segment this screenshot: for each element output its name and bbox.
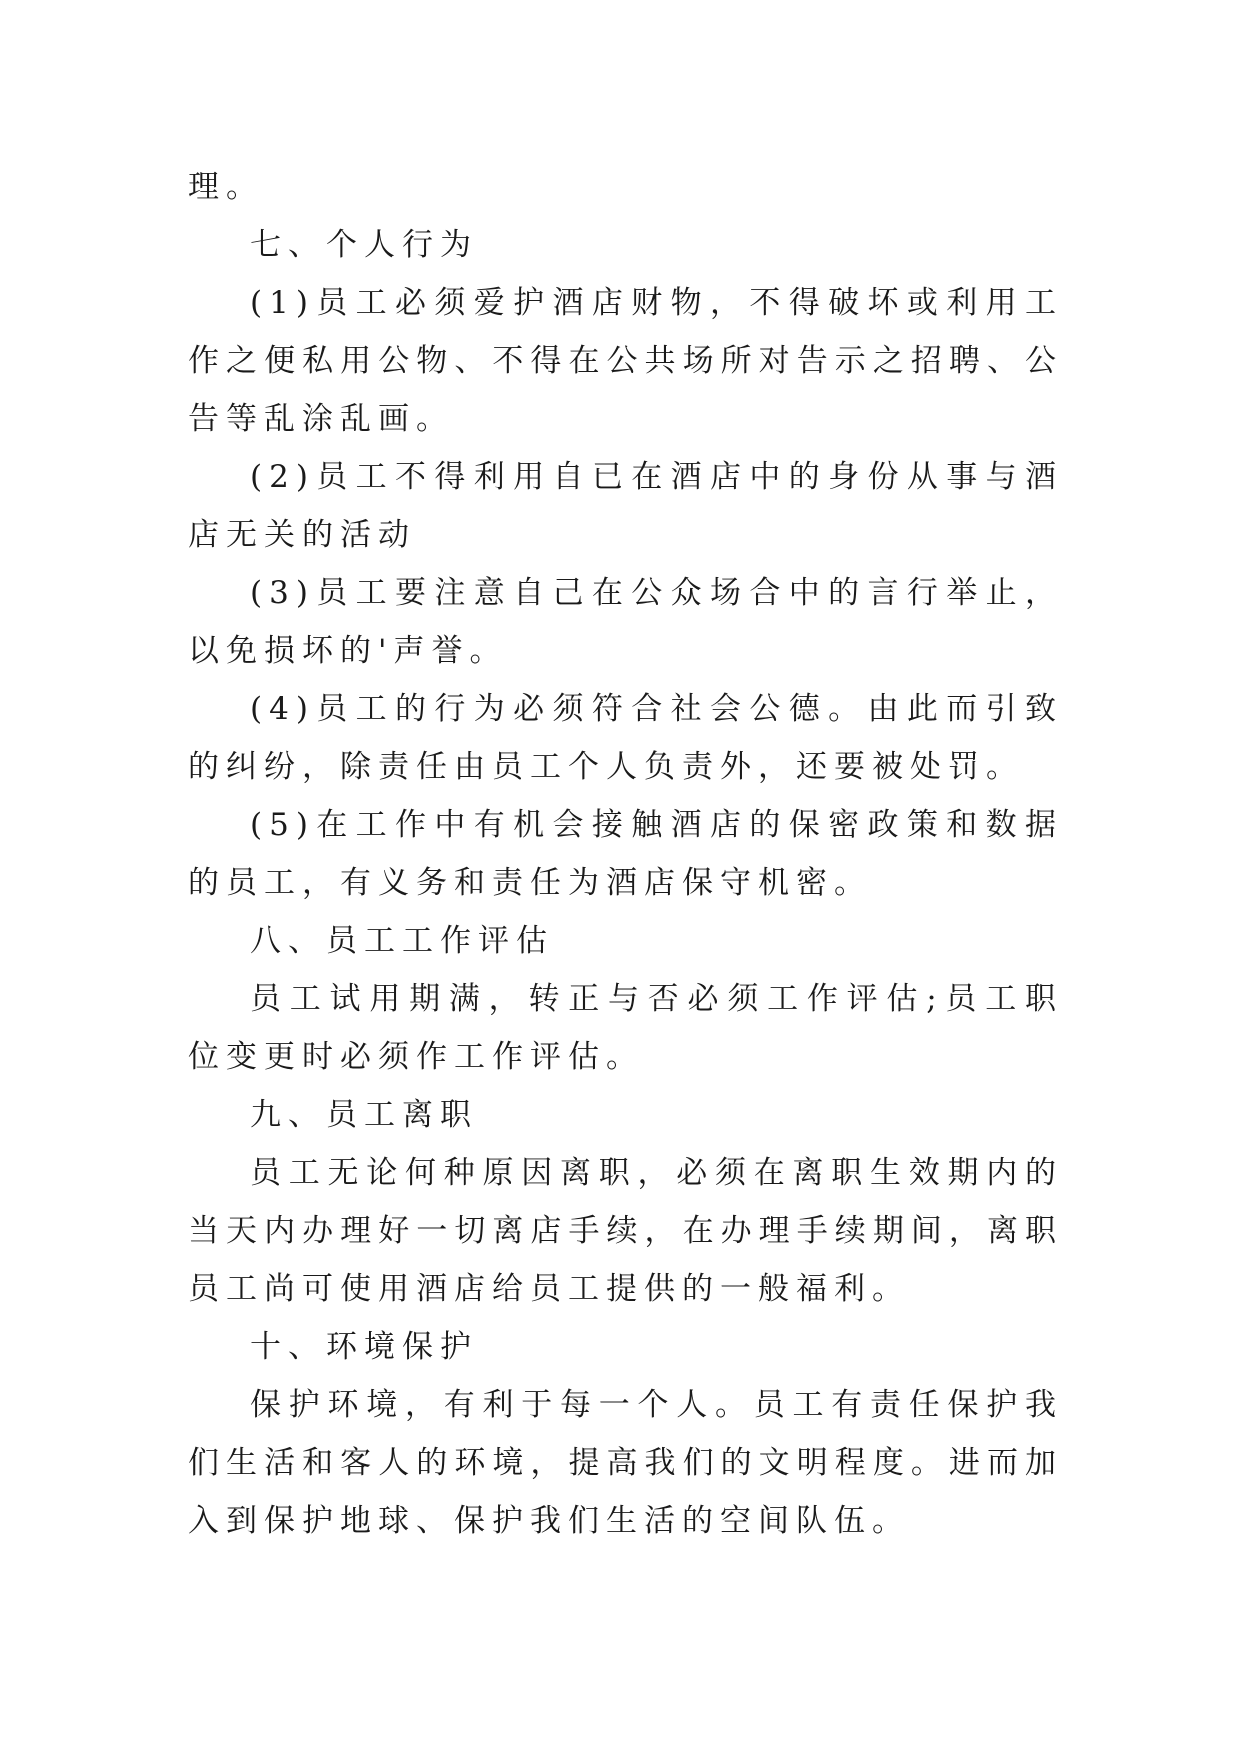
paragraph-item-2: (2)员工不得利用自已在酒店中的身份从事与酒店无关的活动 xyxy=(188,459,1063,553)
section-heading-evaluation: 八、员工工作评估 xyxy=(250,923,554,959)
document-page xyxy=(188,158,1063,1550)
paragraph-resignation: 员工无论何种原因离职，必须在离职生效期内的当天内办理好一切离店手续，在办理手续期间，离职员工尚可使用酒店给员工提供的一般福利。 xyxy=(188,1155,1063,1307)
section-heading-environment: 十、环境保护 xyxy=(250,1329,478,1365)
paragraph-item-3: (3)员工要注意自己在公众场合中的言行举止，以免损坏的'声誉。 xyxy=(188,575,1063,669)
paragraph-item-4: (4)员工的行为必须符合社会公德。由此而引致的纠纷，除责任由员工个人负责外，还要被处罚。 xyxy=(188,691,1063,785)
paragraph-item-5: (5)在工作中有机会接触酒店的保密政策和数据的员工，有义务和责任为酒店保守机密。 xyxy=(188,807,1063,901)
section-heading-resignation: 九、员工离职 xyxy=(250,1097,478,1133)
paragraph-continuation: 理。 xyxy=(188,169,264,205)
paragraph-item-1: (1)员工必须爱护酒店财物，不得破坏或利用工作之便私用公物、不得在公共场所对告示之招聘、公告等乱涂乱画。 xyxy=(188,285,1063,437)
paragraph-evaluation: 员工试用期满，转正与否必须工作评估;员工职位变更时必须作工作评估。 xyxy=(188,981,1063,1075)
paragraph-environment: 保护环境，有利于每一个人。员工有责任保护我们生活和客人的环境，提高我们的文明程度。进而加入到保护地球、保护我们生活的空间队伍。 xyxy=(188,1387,1063,1539)
section-heading-personal-conduct: 七、个人行为 xyxy=(250,227,478,263)
